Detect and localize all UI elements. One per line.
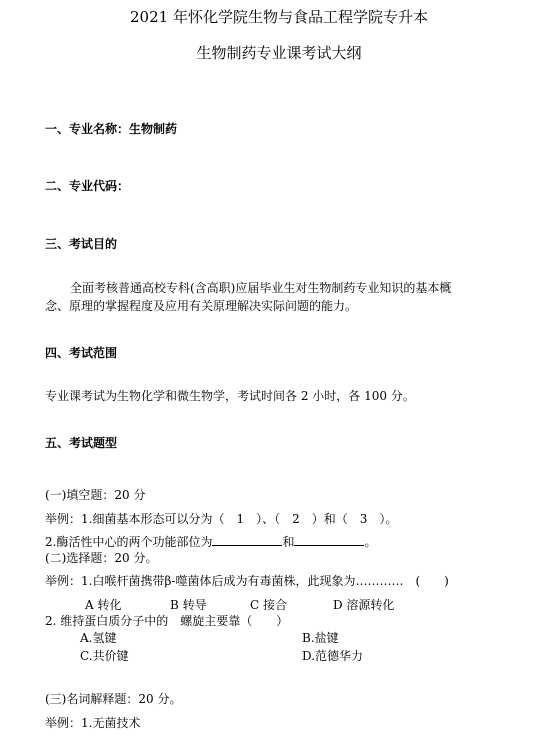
document-subtitle: 生物制药专业课考试大纲 <box>196 44 362 62</box>
terms-example-1: 举例：1.无菌技术 <box>45 716 141 730</box>
answer-blank-1 <box>212 535 282 546</box>
fill-blank-example-2-text: 2.酶活性中心的两个功能部位为 <box>45 535 213 549</box>
fill-blank-example-2-and: 和 <box>282 535 295 549</box>
heading-exam-scope: 四、考试范围 <box>45 346 118 360</box>
terms-title: (三)名词解释题：20 分。 <box>45 692 182 706</box>
heading-question-types: 五、考试题型 <box>45 436 118 450</box>
heading-major-name: 一、专业名称：生物制药 <box>45 122 178 136</box>
purpose-line-1: 全面考核普通高校专科(含高职)应届毕业生对生物制药专业知识的基本概 <box>70 281 452 295</box>
fill-blank-title: (一)填空题：20 分 <box>45 488 146 502</box>
choice-question-2: 2. 维持蛋白质分子中的 螺旋主要靠（ ） <box>45 614 289 628</box>
choice-q1-option-a: A 转化 <box>85 598 122 612</box>
fill-blank-example-2-end: 。 <box>364 535 377 549</box>
heading-major-code: 二、专业代码： <box>45 179 130 193</box>
choice-q2-option-d: D.范德华力 <box>302 649 364 663</box>
choice-q2-option-b: B.盐键 <box>302 631 339 645</box>
choice-q1-option-b: B 转导 <box>170 598 207 612</box>
fill-blank-example-1: 举例：1.细菌基本形态可以分为（ 1 ）、（ 2 ）和（ 3 ）。 <box>45 512 398 526</box>
purpose-line-2: 念、原理的掌握程度及应用有关原理解决实际问题的能力。 <box>45 299 358 313</box>
choice-title: (二)选择题：20 分。 <box>45 551 158 565</box>
choice-question-1: 举例：1.白喉杆菌携带β-噬菌体后成为有毒菌株，此现象为………… ( ) <box>45 574 449 588</box>
choice-q1-option-c: C 接合 <box>250 598 287 612</box>
scope-text: 专业课考试为生物化学和微生物学，考试时间各 2 小时，各 100 分。 <box>45 389 415 403</box>
choice-q2-option-a: A.氢键 <box>80 631 117 645</box>
answer-blank-2 <box>294 535 364 546</box>
document-title: 2021 年怀化学院生物与食品工程学院专升本 <box>130 8 428 26</box>
heading-exam-purpose: 三、考试目的 <box>45 237 118 251</box>
fill-blank-example-2 <box>45 533 376 550</box>
choice-q1-option-d: D 溶源转化 <box>333 598 395 612</box>
choice-q2-option-c: C.共价键 <box>80 649 129 663</box>
